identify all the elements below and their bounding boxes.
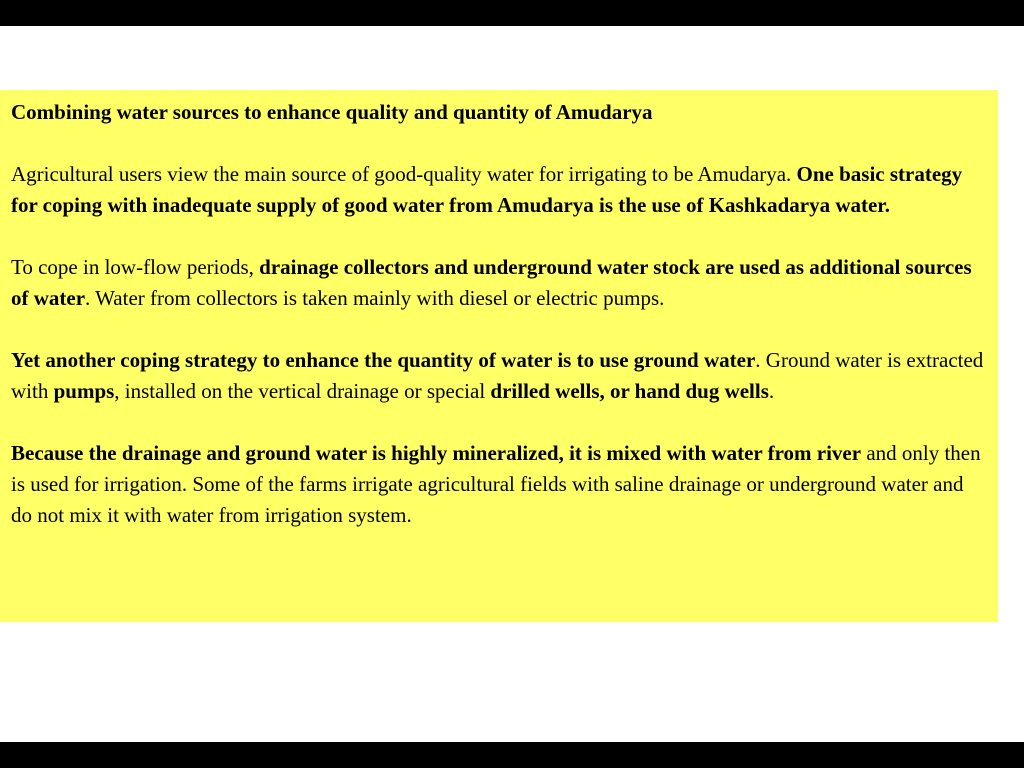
p2-normal-1: To cope in low-flow periods,: [11, 255, 260, 279]
p3-bold-3: drilled wells, or hand dug wells: [490, 379, 769, 403]
p1-normal-1: Agricultural users view the main source of good-quality water for irrigating to be Amudarya.: [11, 162, 797, 186]
title-text: Combining water sources to enhance quality and quantity of Amudarya: [11, 100, 653, 124]
p3-bold-1: Yet another coping strategy to enhance the quantity of water is to use ground water: [11, 348, 756, 372]
p3-bold-2: pumps: [53, 379, 115, 403]
paragraph-1: [11, 159, 988, 221]
p2-bold-1: drainage collectors and underground water stock are used as additional sources of water: [11, 255, 972, 310]
p4-normal-1: and only then is used for irrigation. Some of the farms irrigate agricultural fields with saline drainage or underground water and do not mix it with water from irrigation system.: [11, 441, 981, 527]
top-black-bar: [0, 0, 1024, 26]
p1-bold-1: One basic strategy for coping with inadequate supply of good water from Amudarya is the use of Kashkadarya water.: [11, 162, 963, 217]
slide-title: [11, 97, 988, 128]
p4-bold-1: Because the drainage and ground water is highly mineralized, it is mixed with water from river: [11, 441, 862, 465]
p3-normal-1: . Ground water is extracted with: [11, 348, 984, 403]
bottom-black-bar: [0, 742, 1024, 768]
paragraph-2: [11, 252, 988, 314]
p3-normal-3: .: [768, 379, 775, 403]
slide: [0, 26, 1024, 742]
p3-normal-2: , installed on the vertical drainage or special: [114, 379, 491, 403]
paragraph-4: [11, 438, 988, 531]
paragraph-3: [11, 345, 988, 407]
text-box: [0, 90, 998, 622]
p2-normal-2: . Water from collectors is taken mainly with diesel or electric pumps.: [85, 286, 665, 310]
